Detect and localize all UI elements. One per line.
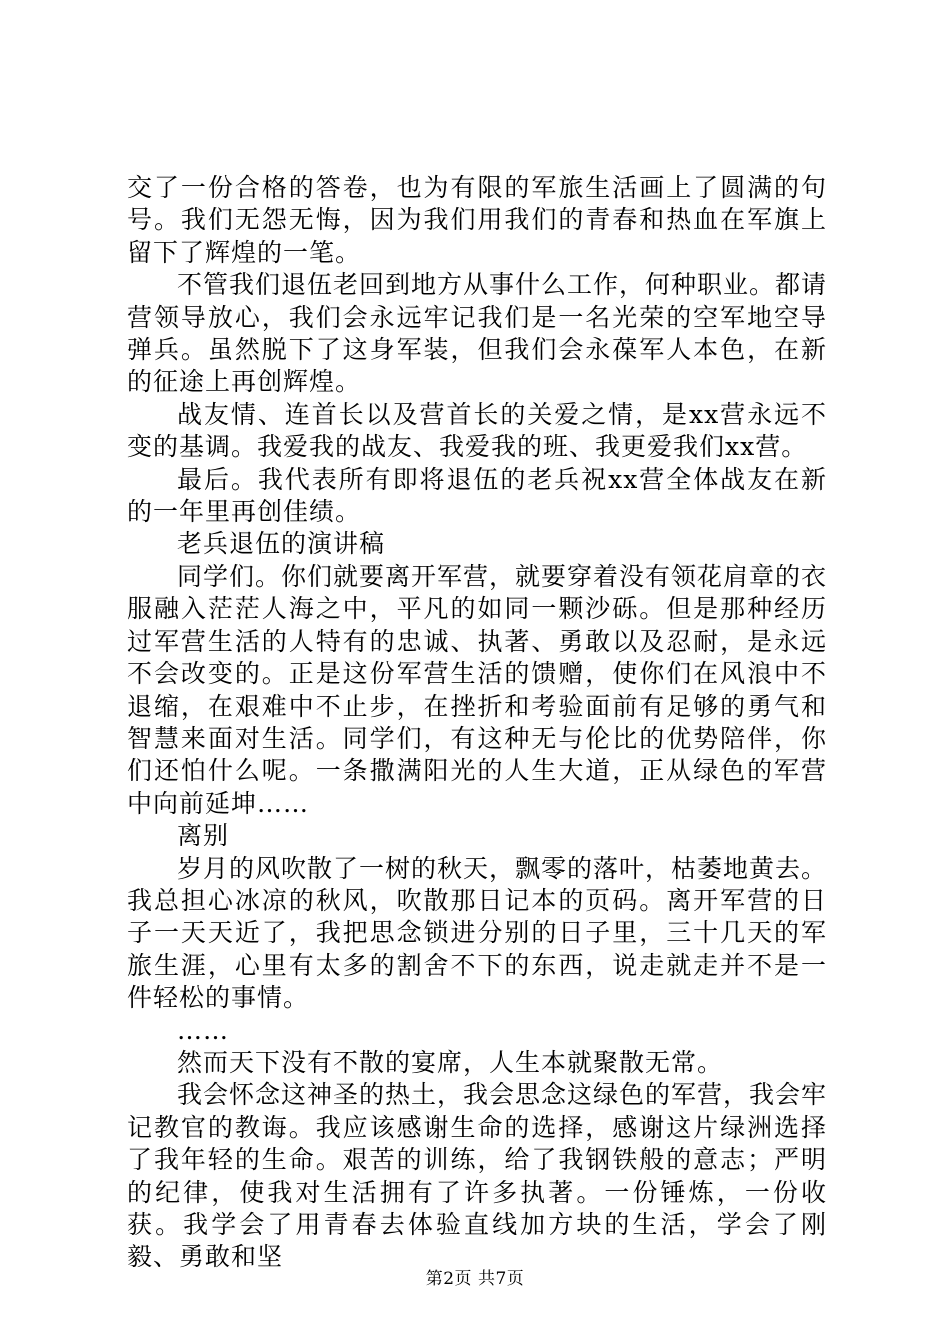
section-heading: 离别	[177, 821, 230, 851]
paragraph: 不管我们退伍老回到地方从事什么工作，何种职业。都请营领导放心，我们会永远牢记我们是一名光荣的空军地空导弹兵。虽然脱下了这身军装，但我们会永葆军人本色，在新的征途上再创辉煌。	[127, 270, 828, 397]
ellipsis-line: ……	[177, 1015, 229, 1045]
paragraph: 战友情、连首长以及营首长的关爱之情，是xx营永远不变的基调。我爱我的战友、我爱我的班、我更爱我们xx营。	[127, 399, 827, 462]
section-heading: 老兵退伍的演讲稿	[177, 529, 386, 559]
document-body	[127, 172, 827, 1274]
paragraph: 交了一份合格的答卷，也为有限的军旅生活画上了圆满的句号。我们无怨无悔，因为我们用我们的青春和热血在军旗上留下了辉煌的一笔。	[127, 173, 827, 267]
paragraph: 我会怀念这神圣的热土，我会思念这绿色的军营，我会牢记教官的教诲。我应该感谢生命的选择，感谢这片绿洲选择了我年轻的生命。艰苦的训练，给了我钢铁般的意志；严明的纪律，使我对生活拥有了许多执著。一份锤炼，一份收获。我学会了用青春去体验直线加方块的生活，学会了刚毅、勇敢和坚	[127, 1080, 828, 1272]
paragraph: 然而天下没有不散的宴席，人生本就聚散无常。	[177, 1047, 724, 1077]
paragraph: 岁月的风吹散了一树的秋天，飘零的落叶，枯萎地黄去。我总担心冰凉的秋风，吹散那日记本的页码。离开军营的日子一天天近了，我把思念锁进分别的日子里，三十几天的军旅生涯，心里有太多的割舍不下的东西，说走就走并不是一件轻松的事情。	[127, 853, 828, 1013]
paragraph: 最后。我代表所有即将退伍的老兵祝xx营全体战友在新的一年里再创佳绩。	[127, 464, 827, 527]
page-number-footer: 第2页 共7页	[425, 1269, 525, 1289]
paragraph: 同学们。你们就要离开军营，就要穿着没有领花肩章的衣服融入茫茫人海之中，平凡的如同一颗沙砾。但是那种经历过军营生活的人特有的忠诚、执著、勇敢以及忍耐，是永远不会改变的。正是这份军营生活的馈赠，使你们在风浪中不退缩，在艰难中不止步，在挫折和考验面前有足够的勇气和智慧来面对生活。同学们，有这种无与伦比的优势陪伴，你们还怕什么呢。一条撒满阳光的人生大道，正从绿色的军营中向前延坤……	[127, 561, 828, 818]
